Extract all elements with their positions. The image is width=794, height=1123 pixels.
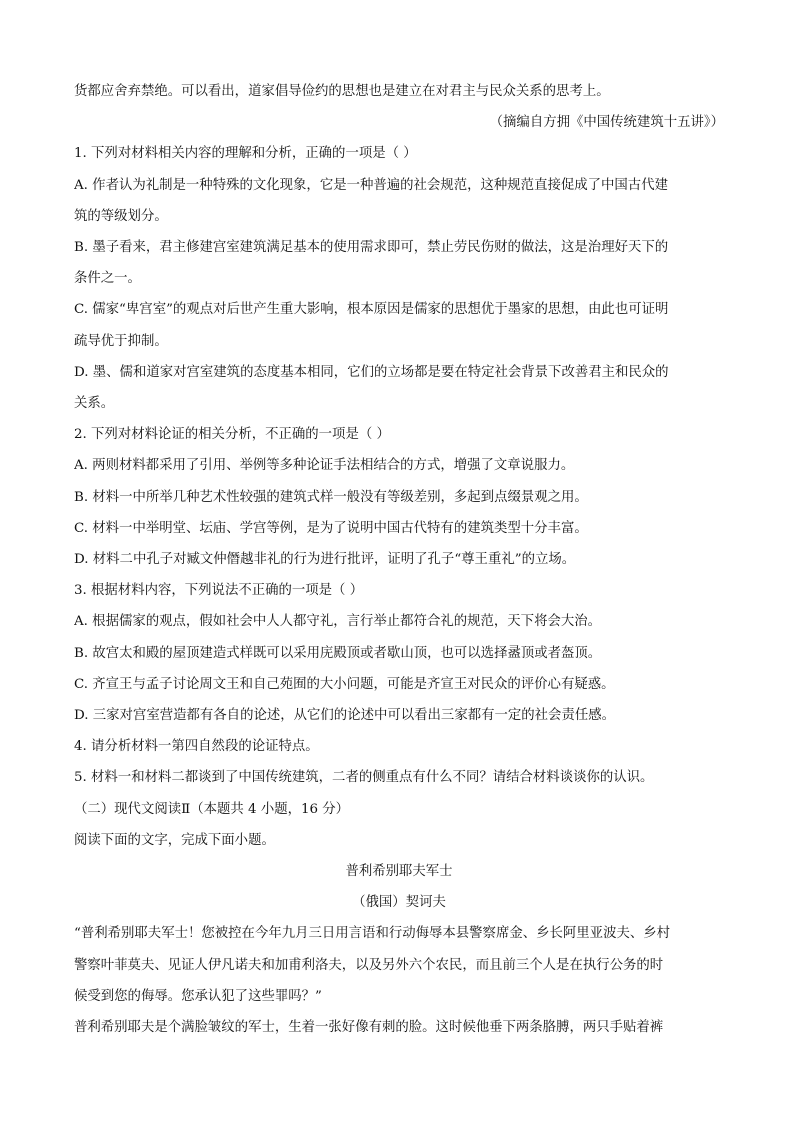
text-line: C. 儒家“卑宫室”的观点对后世产生重大影响，根本原因是儒家的思想优于墨家的思想，由此也可证明	[74, 302, 669, 318]
paragraph-continuation: 货都应舍弃禁绝。可以看出，道家倡导俭约的思想也是建立在对君主与民众关系的思考上。	[74, 84, 610, 99]
text-line: 普利希别耶夫是个满脸皱纹的军士，生着一张好像有刺的脸。这时候他垂下两条胳膊，两只手贴着裤	[74, 1020, 664, 1036]
text-line: 疏导优于抑制。	[74, 333, 168, 349]
text-line: B. 墨子看来，君主修建宫室建筑满足基本的使用需求即可，禁止劳民伤财的做法，这是治理好天下的	[74, 240, 669, 256]
text-line: A. 根据儒家的观点，假如社会中人人都守礼，言行举止都符合礼的规范，天下将会大治。	[74, 614, 602, 630]
text-line: 筑的等级划分。	[74, 208, 168, 224]
text-line: D. 墨、儒和道家对宫室建筑的态度基本相同，它们的立场都是要在特定社会背景下改善君主和民众的	[74, 364, 669, 380]
text-line: B. 故宫太和殿的屋顶建造式样既可以采用庑殿顶或者歇山顶，也可以选择盝顶或者盔顶。	[74, 645, 602, 661]
text-line: A. 两则材料都采用了引用、举例等多种论证手法相结合的方式，增强了文章说服力。	[74, 458, 575, 474]
text-line: 候受到您的侮辱。您承认犯了这些罪吗？”	[74, 988, 322, 1004]
text-line: 阅读下面的文字，完成下面小题。	[74, 832, 275, 848]
story-title: 普利希别耶夫军士	[345, 864, 453, 880]
text-line: 2. 下列对材料论证的相关分析，不正确的一项是（ ）	[74, 427, 390, 443]
text-line: 条件之一。	[74, 271, 141, 287]
text-line: 4. 请分析材料一第四自然段的论证特点。	[74, 739, 319, 755]
text-line: A. 作者认为礼制是一种特殊的文化现象，它是一种普遍的社会规范，这种规范直接促成了中国古代建	[74, 177, 668, 193]
text-line: D. 材料二中孔子对臧文仲僭越非礼的行为进行批评，证明了孔子“尊王重礼”的立场。	[74, 552, 576, 568]
text-line: 关系。	[74, 396, 115, 412]
text-line: 5. 材料一和材料二都谈到了中国传统建筑，二者的侧重点有什么不同？请结合材料谈谈你的认识。	[74, 770, 654, 786]
text-line: D. 三家对宫室营造都有各自的论述，从它们的论述中可以看出三家都有一定的社会责任感。	[74, 708, 616, 724]
document-page	[74, 76, 724, 1043]
text-line: 1. 下列对材料相关内容的理解和分析，正确的一项是（ ）	[74, 146, 417, 162]
text-line: 3. 根据材料内容，下列说法不正确的一项是（ ）	[74, 583, 364, 599]
text-line: （二）现代文阅读Ⅱ（本题共 4 小题，16 分）	[74, 801, 350, 817]
story-author: （俄国）契诃夫	[352, 895, 446, 911]
text-line: “普利希别耶夫军士！您被控在今年九月三日用言语和行动侮辱本县警察席金、乡长阿里亚波夫、乡村	[74, 926, 671, 942]
source-citation: （摘编自方拥《中国传统建筑十五讲》）	[489, 115, 724, 131]
text-line: B. 材料一中所举几种艺术性较强的建筑式样一般没有等级差别，多起到点缀景观之用。	[74, 489, 588, 505]
text-line: 警察叶菲莫夫、见证人伊凡诺夫和加甫利洛夫，以及另外六个农民，而且前三个人是在执行公务的时	[74, 957, 664, 973]
text-line: C. 齐宣王与孟子讨论周文王和自己苑囿的大小问题，可能是齐宣王对民众的评价心有疑惑。	[74, 676, 615, 692]
text-line: C. 材料一中举明堂、坛庙、学宫等例，是为了说明中国古代特有的建筑类型十分丰富。	[74, 520, 588, 536]
